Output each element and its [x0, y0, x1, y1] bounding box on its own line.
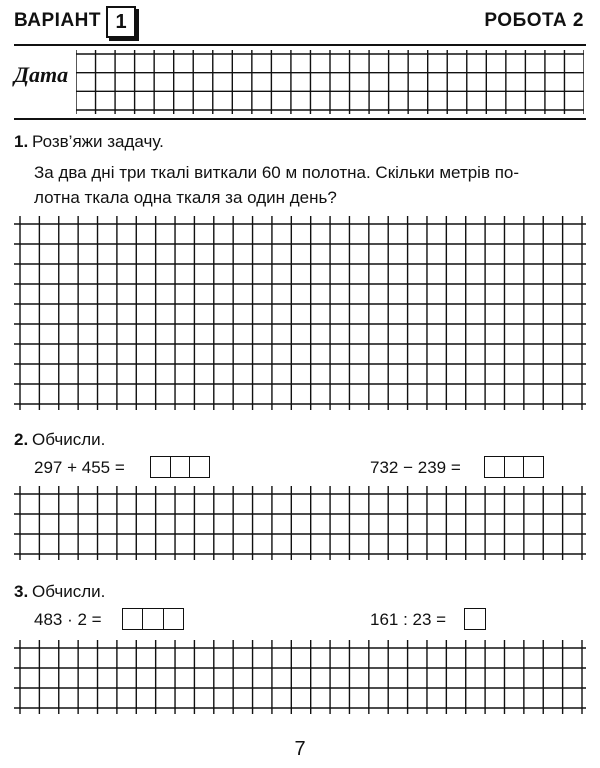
task-3-answer-box-1[interactable] — [122, 608, 184, 630]
task-1-answer-grid — [14, 216, 586, 410]
header-divider — [14, 44, 586, 46]
variant-label: ВАРІАНТ — [14, 10, 101, 31]
task-2-answer-box-1[interactable] — [150, 456, 210, 478]
date-divider — [14, 118, 586, 120]
task-2-title: Обчисли. — [32, 430, 106, 449]
task-1-problem-line-1: За два дні три ткалі виткали 60 м полотна. Скільки метрів по- — [34, 163, 520, 182]
task-2-answer-box-2[interactable] — [484, 456, 544, 478]
task-2-number: 2. — [14, 430, 29, 449]
date-label: Дата — [14, 62, 69, 87]
task-2-expression-2: 732 − 239 = — [370, 458, 461, 477]
task-3-answer-grid — [14, 640, 586, 714]
page-number: 7 — [294, 738, 306, 760]
task-1-problem-line-2: лотна ткала одна ткаля за один день? — [34, 188, 337, 207]
date-grid — [76, 50, 584, 114]
task-1-number: 1. — [14, 132, 29, 151]
task-3-number: 3. — [14, 582, 29, 601]
task-2-expression-1: 297 + 455 = — [34, 458, 125, 477]
task-3-answer-box-2[interactable] — [464, 608, 486, 630]
task-1-title: Розв’яжи задачу. — [32, 132, 164, 151]
task-3-title: Обчисли. — [32, 582, 106, 601]
task-3-expression-2: 161 : 23 = — [370, 610, 447, 629]
variant-number-box: 1 — [106, 6, 136, 38]
task-2-answer-grid — [14, 486, 586, 560]
work-label: РОБОТА 2 — [484, 10, 584, 31]
task-3-expression-1: 483 · 2 = — [34, 610, 102, 629]
